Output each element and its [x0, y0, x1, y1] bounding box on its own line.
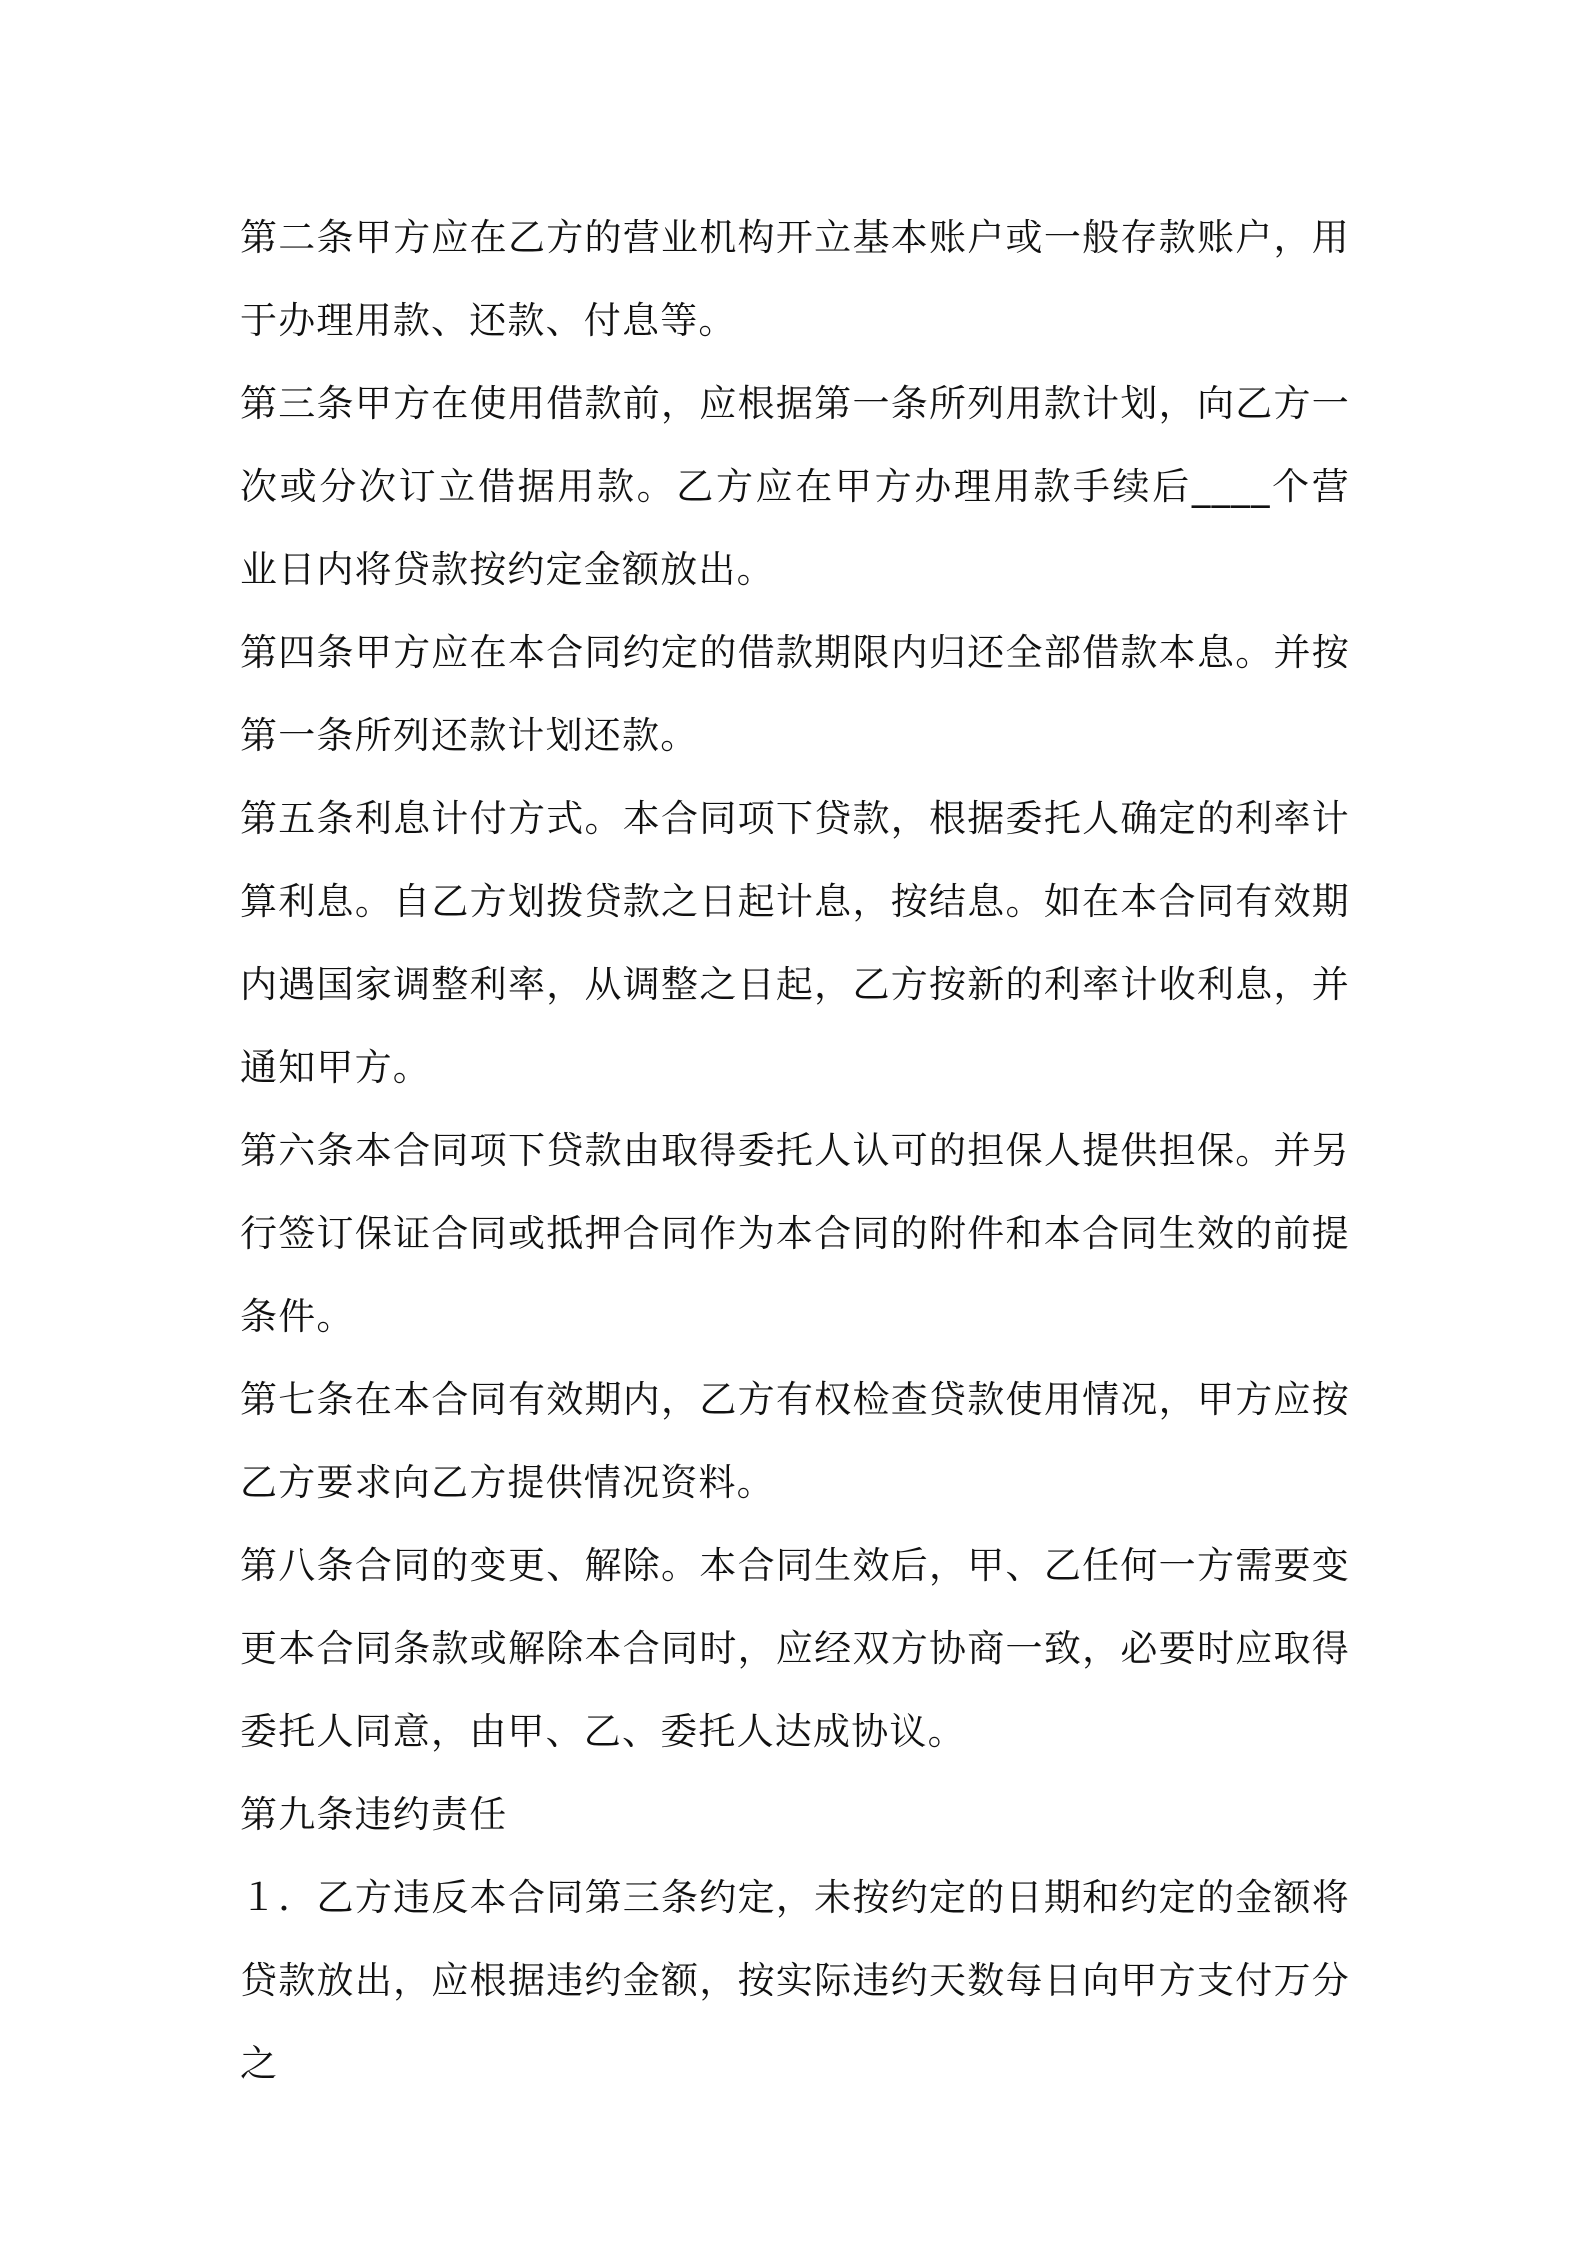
article-6-paragraph: 第六条本合同项下贷款由取得委托人认可的担保人提供担保。并另行签订保证合同或抵押合同作为本合同的附件和本合同生效的前提条件。 [240, 1129, 1350, 1338]
article-5-paragraph: 第五条利息计付方式。本合同项下贷款，根据委托人确定的利率计算利息。自乙方划拨贷款之日起计息，按结息。如在本合同有效期内遇国家调整利率，从调整之日起，乙方按新的利率计收利息，并通知甲方。 [240, 797, 1350, 1089]
article-3-paragraph: 第三条甲方在使用借款前，应根据第一条所列用款计划，向乙方一次或分次订立借据用款。乙方应在甲方办理用款手续后____个营业日内将贷款按约定金额放出。 [240, 382, 1350, 591]
article-4-paragraph: 第四条甲方应在本合同约定的借款期限内归还全部借款本息。并按第一条所列还款计划还款。 [240, 631, 1350, 757]
article-7-paragraph: 第七条在本合同有效期内，乙方有权检查贷款使用情况，甲方应按乙方要求向乙方提供情况资料。 [240, 1378, 1350, 1504]
article-2-paragraph: 第二条甲方应在乙方的营业机构开立基本账户或一般存款账户，用于办理用款、还款、付息等。 [240, 216, 1350, 342]
article-8-paragraph: 第八条合同的变更、解除。本合同生效后，甲、乙任何一方需要变更本合同条款或解除本合同时，应经双方协商一致，必要时应取得委托人同意，由甲、乙、委托人达成协议。 [240, 1544, 1350, 1753]
article-9-clause-1: １．乙方违反本合同第三条约定，未按约定的日期和约定的金额将贷款放出，应根据违约金额，按实际违约天数每日向甲方支付万分之 [240, 1876, 1350, 2085]
article-9-heading: 第九条违约责任 [240, 1793, 508, 1836]
document-body [240, 196, 1350, 2105]
